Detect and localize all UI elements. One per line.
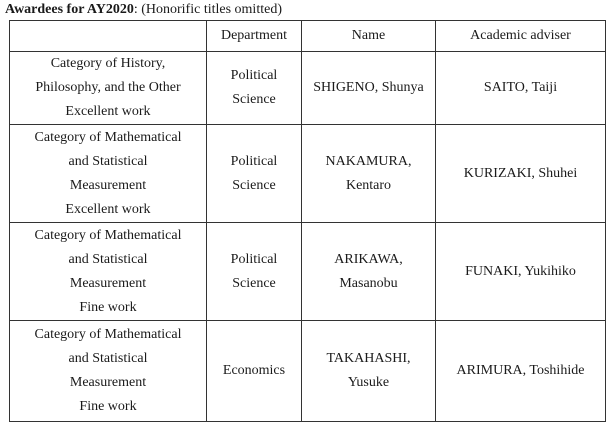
name-line: ARIKAWA, (334, 251, 403, 267)
header-department: Department (207, 21, 302, 52)
name-line: NAKAMURA, (325, 153, 412, 169)
name-cell (302, 321, 436, 422)
category-cell (10, 223, 207, 321)
department-cell (207, 223, 302, 321)
category-line: Excellent work (65, 201, 151, 217)
category-line: Category of Mathematical (34, 227, 182, 243)
header-adviser: Academic adviser (436, 21, 606, 52)
category-line: and Statistical (68, 153, 148, 169)
department-line: Science (232, 92, 276, 107)
adviser-line: KURIZAKI, Shuhei (463, 165, 578, 181)
department-line: Political (230, 153, 278, 169)
adviser-line: SAITO, Taiji (483, 80, 558, 95)
category-cell (10, 52, 207, 125)
adviser-line: FUNAKI, Yukihiko (465, 263, 576, 279)
department-cell (207, 52, 302, 125)
awardees-table (9, 20, 606, 422)
category-line: Measurement (69, 375, 147, 390)
category-line: Fine work (79, 399, 137, 414)
adviser-cell (436, 125, 606, 223)
category-line: Excellent work (65, 104, 151, 119)
table-header-row (10, 21, 606, 52)
category-cell (10, 125, 207, 223)
department-line: Political (230, 251, 278, 267)
category-line: Category of Mathematical (34, 327, 182, 342)
department-line: Political (230, 68, 278, 83)
name-line: Masanobu (339, 275, 398, 291)
name-line: Kentaro (345, 177, 392, 193)
header-name: Name (302, 21, 436, 52)
header-category (10, 21, 207, 52)
department-line: Economics (222, 363, 286, 378)
category-line: Philosophy, and the Other (35, 80, 181, 95)
adviser-cell (436, 52, 606, 125)
name-line: SHIGENO, Shunya (313, 80, 424, 95)
category-line: and Statistical (68, 251, 148, 267)
adviser-cell (436, 321, 606, 422)
department-line: Science (232, 177, 276, 193)
department-cell (207, 321, 302, 422)
category-line: Fine work (79, 299, 137, 315)
name-cell (302, 52, 436, 125)
category-line: Category of History, (50, 56, 166, 71)
name-line: Yusuke (347, 375, 390, 390)
table-row (10, 52, 606, 125)
adviser-line: ARIMURA, Toshihide (456, 363, 585, 378)
page-title-note: : (Honorific titles omitted) (133, 2, 282, 17)
adviser-cell (436, 223, 606, 321)
category-line: and Statistical (68, 351, 148, 366)
category-line: Category of Mathematical (34, 129, 182, 145)
table-row (10, 321, 606, 422)
table-row (10, 223, 606, 321)
category-cell (10, 321, 207, 422)
page-title-bold: Awardees for AY2020 (5, 2, 134, 17)
name-line: TAKAHASHI, (326, 351, 411, 366)
department-cell (207, 125, 302, 223)
category-line: Measurement (69, 275, 147, 291)
department-line: Science (232, 275, 276, 291)
page-title (5, 0, 282, 20)
table-row (10, 125, 606, 223)
name-cell (302, 125, 436, 223)
name-cell (302, 223, 436, 321)
category-line: Measurement (69, 177, 147, 193)
